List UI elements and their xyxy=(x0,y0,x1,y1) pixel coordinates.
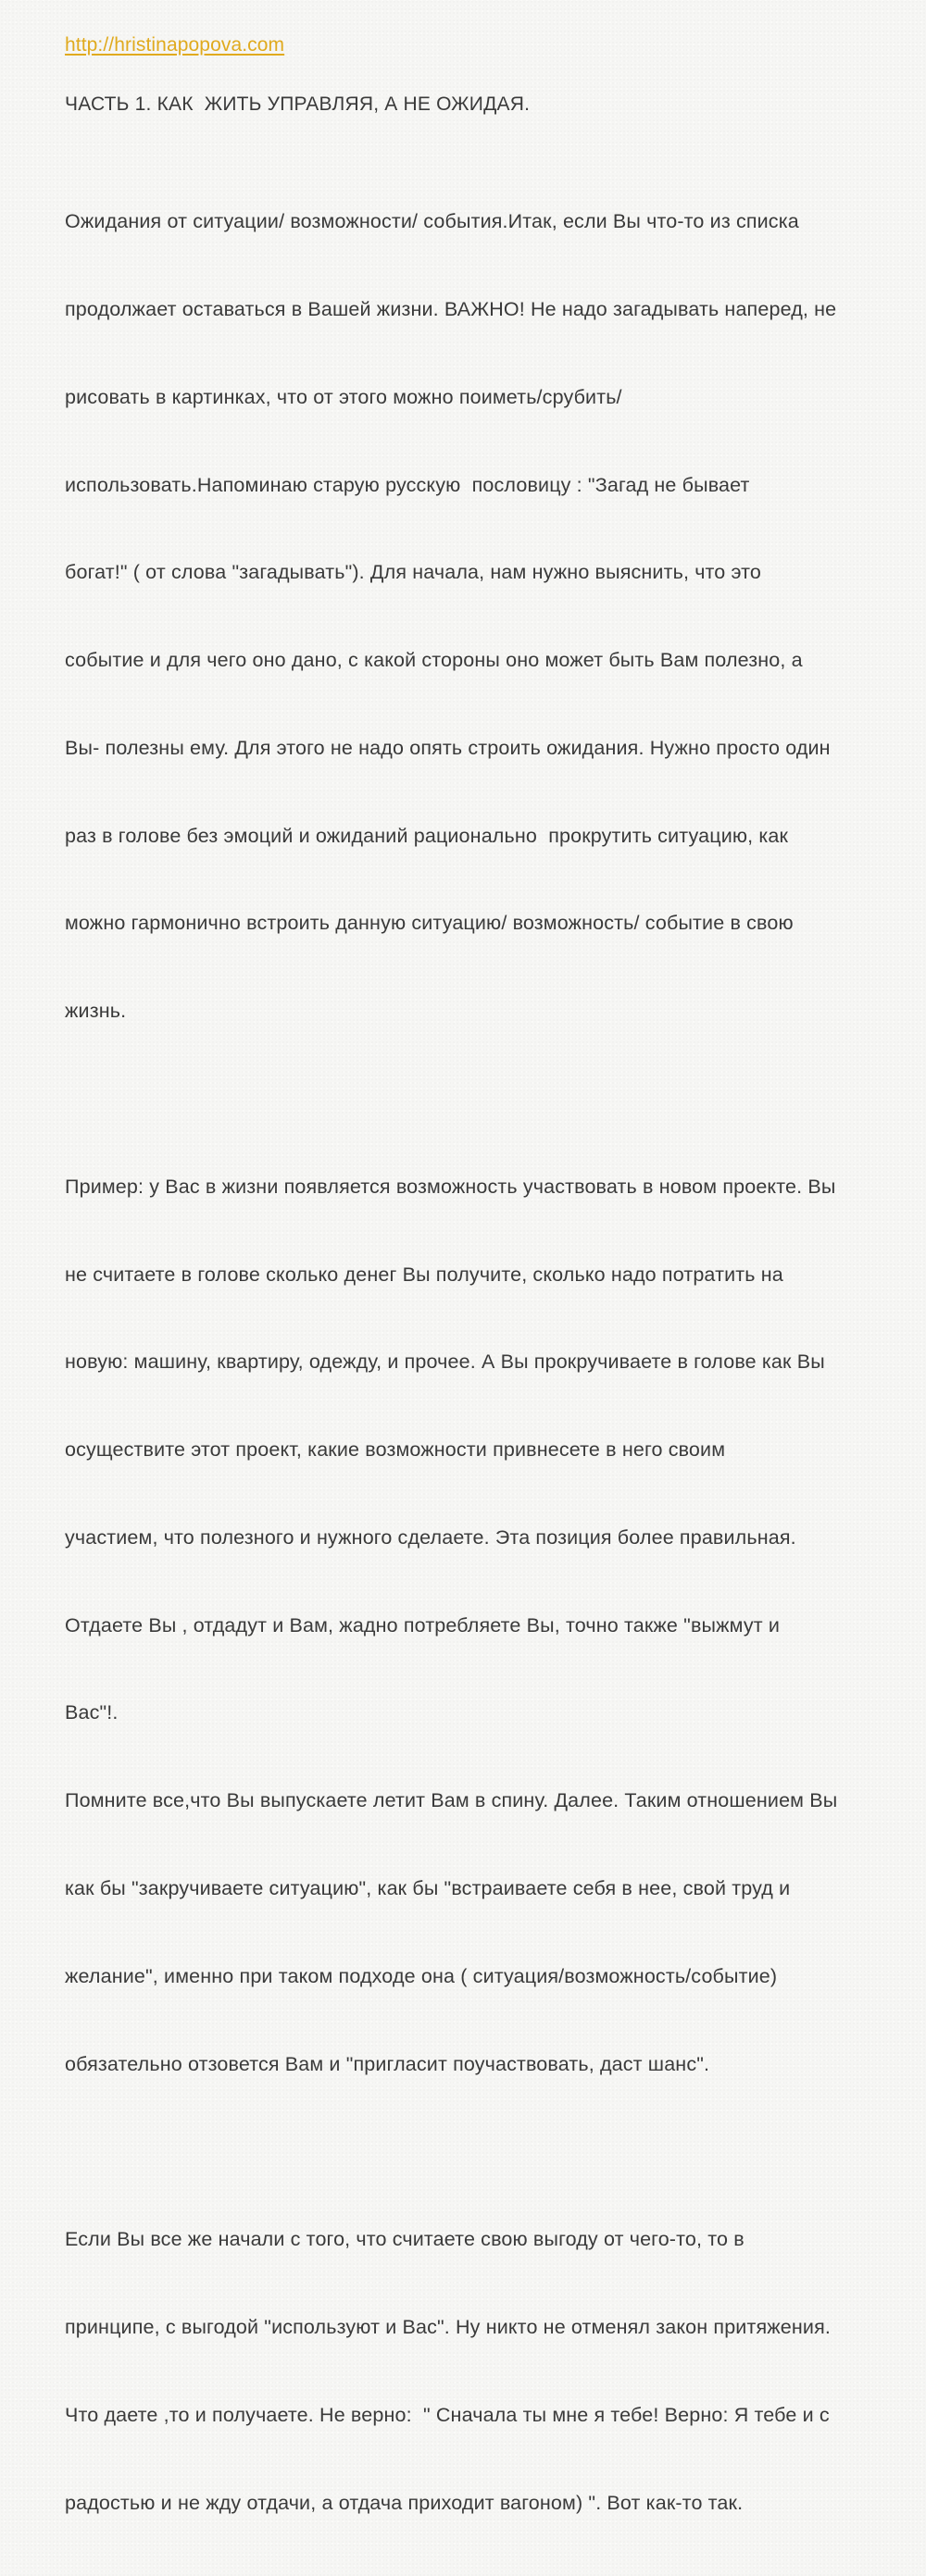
text-line: осуществите этот проект, какие возможности привнесете в него своим xyxy=(65,1438,726,1462)
text-line: Ожидания от ситуации/ возможности/ события.Итак, если Вы что-то из списка xyxy=(65,210,799,233)
text-line: использовать.Напоминаю старую русскую пословицу : "Загад не бывает xyxy=(65,473,750,496)
text-line: продолжает оставаться в Вашей жизни. ВАЖНО! Не надо загадывать наперед, не xyxy=(65,297,837,320)
text-line: можно гармонично встроить данную ситуацию/ возможность/ событие в свою xyxy=(65,912,794,935)
text-line: Что даете ,то и получаете. Не верно: " Сначала ты мне я тебе! Верно: Я тебе и с xyxy=(65,2403,830,2426)
text-line: Если Вы все же начали с того, что считаете свою выгоду от чего-то, то в xyxy=(65,2228,745,2251)
paragraph-expectations xyxy=(65,149,861,1085)
text-line: обязательно отзовется Вам и "пригласит поучаствовать, даст шанс". xyxy=(65,2052,710,2075)
text-line: Вас"!. xyxy=(65,1701,119,1724)
text-line: Пример: у Вас в жизни появляется возможность участвовать в новом проекте. Вы xyxy=(65,1175,836,1198)
text-line: Вы- полезны ему. Для этого не надо опять строить ожидания. Нужно просто один xyxy=(65,736,831,759)
text-line: участием, что полезного и нужного сделаете. Эта позиция более правильная. xyxy=(65,1525,796,1549)
text-line: принципе, с выгодой "используют и Вас". Ну никто не отменял закон притяжения. xyxy=(65,2315,831,2338)
paragraph-example xyxy=(65,1114,861,2138)
text-line: Отдаете Вы , отдадут и Вам, жадно потребляете Вы, точно также "выжмут и xyxy=(65,1613,781,1636)
text-line: раз в голове без эмоций и ожиданий рационально прокрутить ситуацию, как xyxy=(65,824,789,847)
text-line: Помните все,что Вы выпускаете летит Вам в спину. Далее. Таким отношением Вы xyxy=(65,1789,838,1812)
text-line: рисовать в картинках, что от этого можно поиметь/срубить/ xyxy=(65,385,622,408)
text-line: не считаете в голове сколько денег Вы получите, сколько надо потратить на xyxy=(65,1263,783,1286)
text-line: событие и для чего оно дано, с какой стороны оно может быть Вам полезно, а xyxy=(65,649,803,672)
website-link[interactable]: http://hristinapopova.com xyxy=(65,34,285,56)
paragraph-conclusion xyxy=(65,2167,861,2576)
text-line: новую: машину, квартиру, одежду, и прочее. А Вы прокручиваете в голове как Вы xyxy=(65,1350,825,1374)
text-line: радостью и не жду отдачи, а отдача приходит вагоном) ". Вот как-то так. xyxy=(65,2491,744,2514)
text-line: жизнь. xyxy=(65,1000,127,1023)
text-line: желание", именно при таком подходе она ( ситуация/возможность/событие) xyxy=(65,1964,778,1987)
text-line: богат!" ( от слова "загадывать"). Для начала, нам нужно выяснить, что это xyxy=(65,561,762,584)
part-heading: ЧАСТЬ 1. КАК ЖИТЬ УПРАВЛЯЯ, А НЕ ОЖИДАЯ. xyxy=(65,93,531,115)
text-line: как бы "закручиваете ситуацию", как бы "встраиваете себя в нее, свой труд и xyxy=(65,1877,791,1900)
